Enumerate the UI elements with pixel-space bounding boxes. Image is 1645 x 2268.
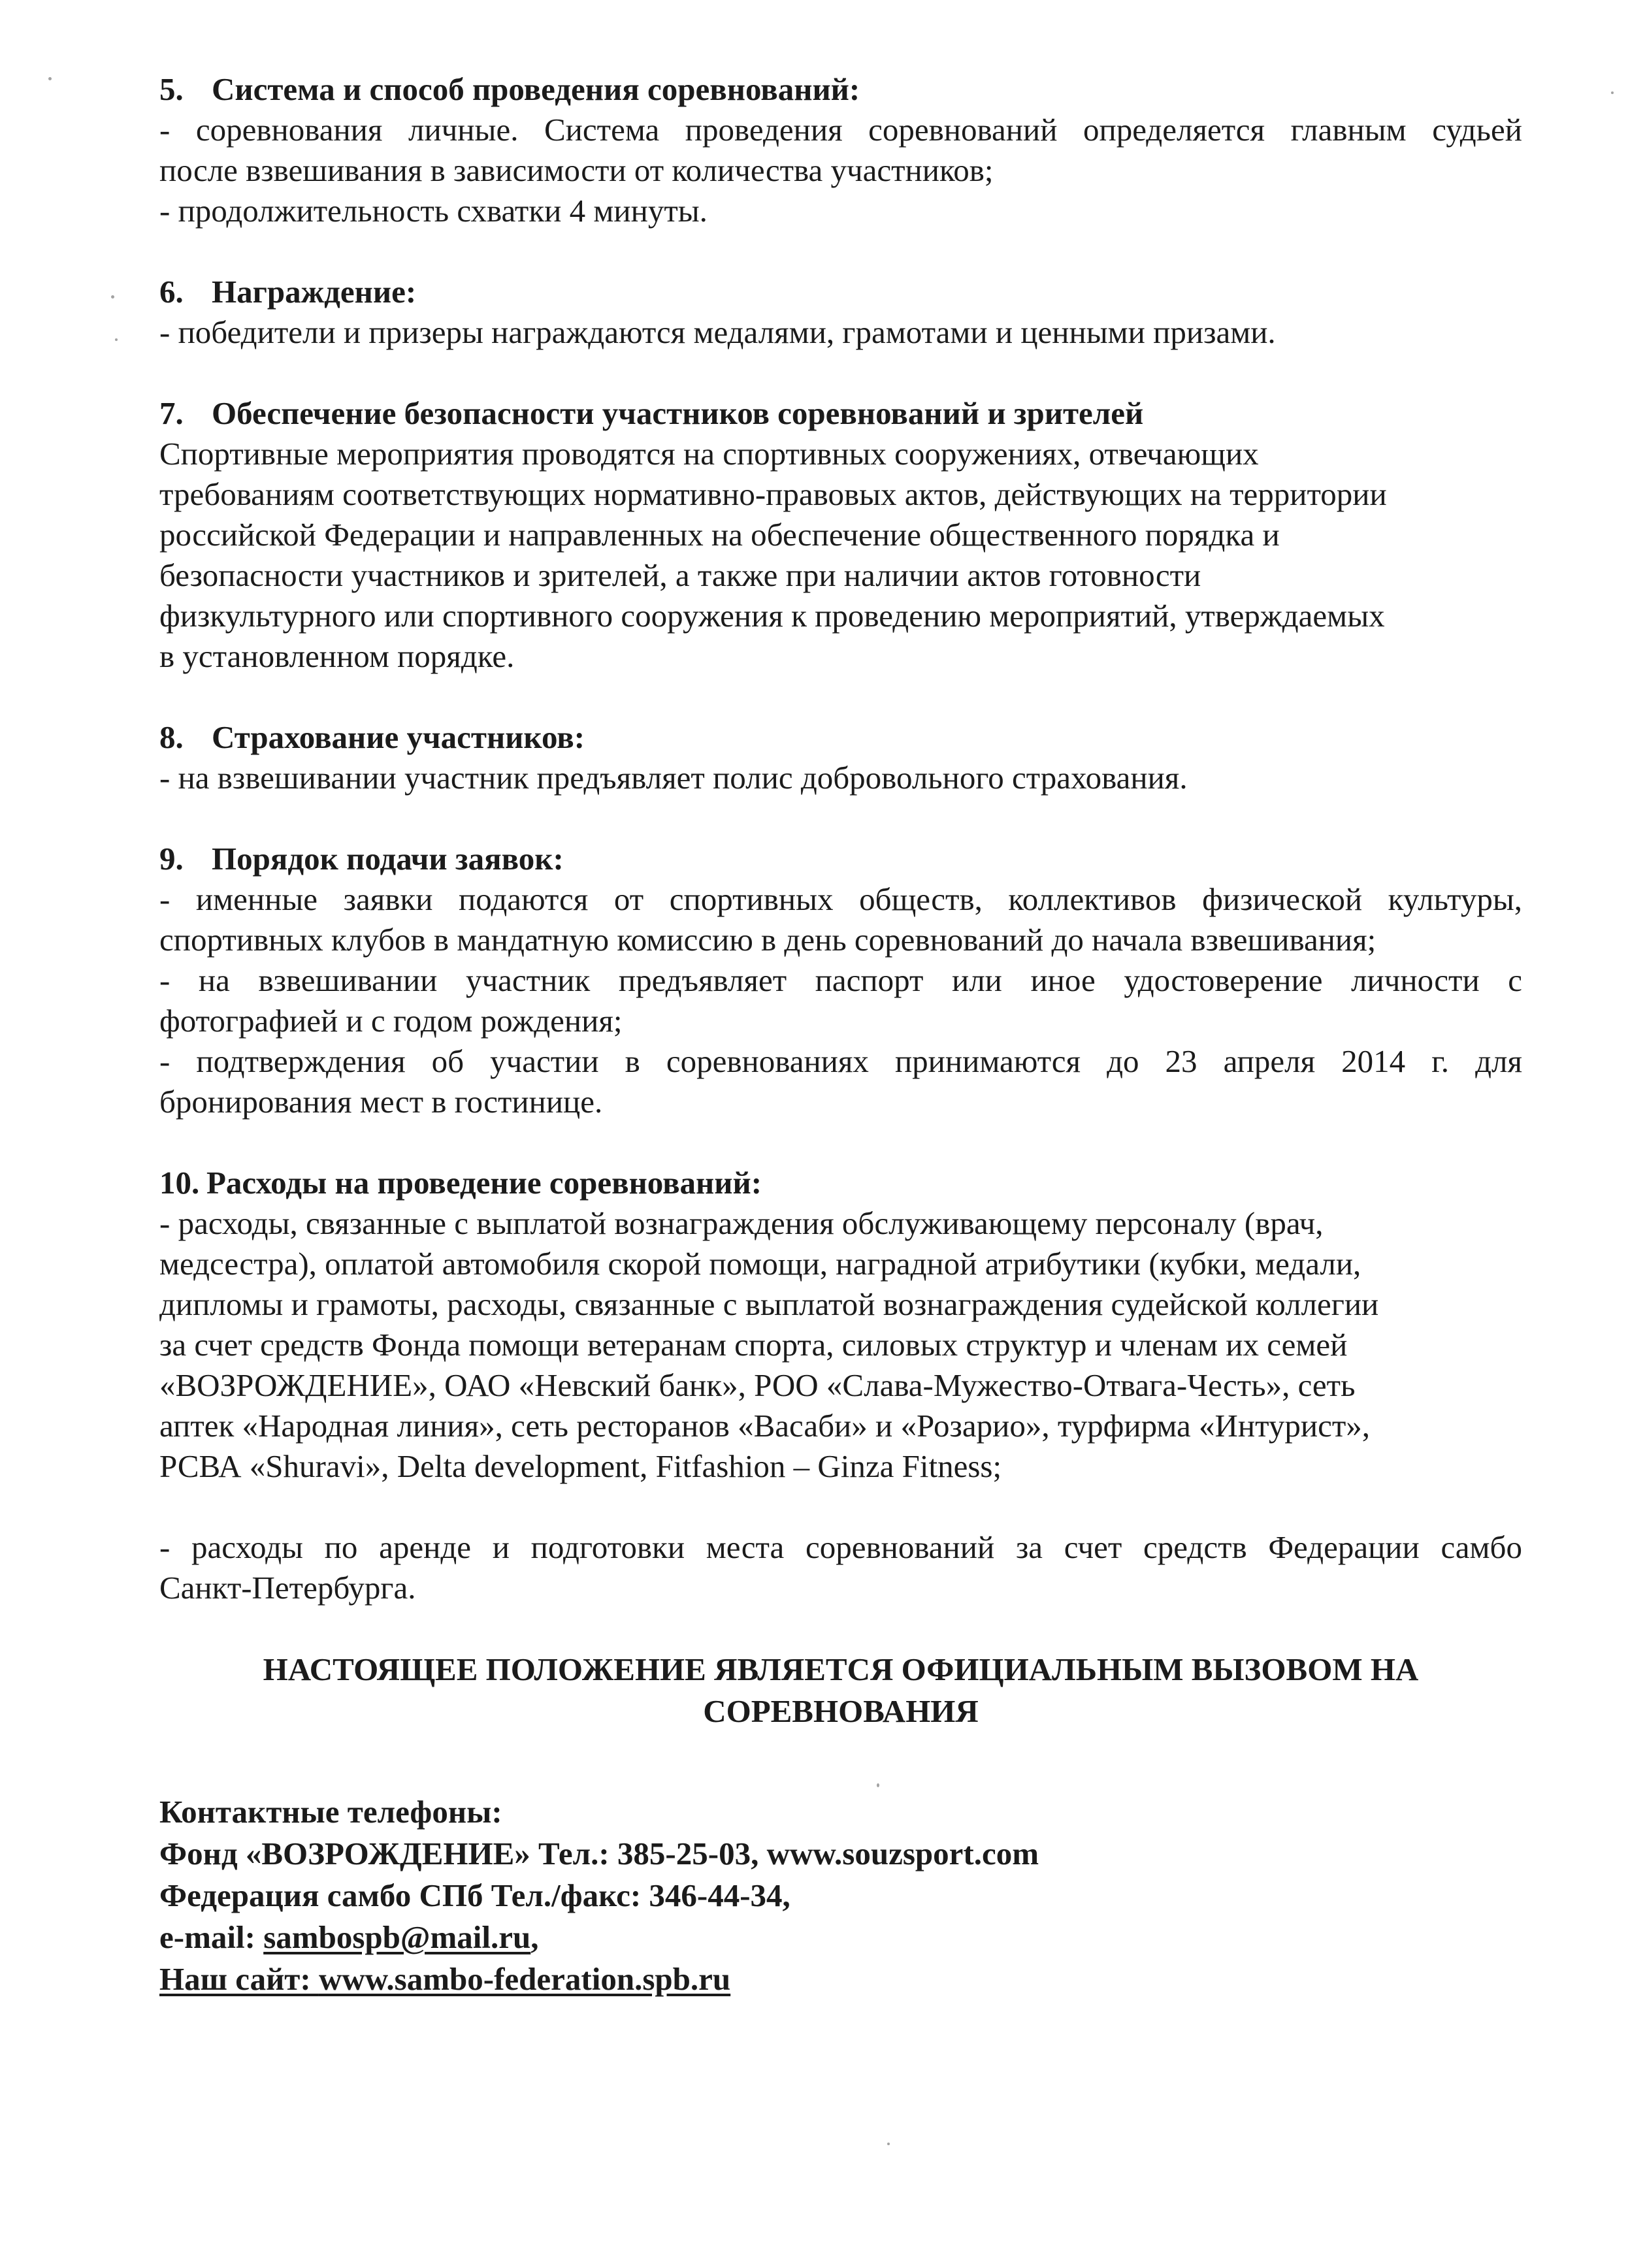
section-line: - подтверждения об участии в соревнованиях принимаются до 23 апреля 2014 г. для xyxy=(159,1043,1522,1079)
section-line: в установленном порядке. xyxy=(159,638,515,674)
site-line xyxy=(159,1958,730,2000)
section-title: Расходы на проведение соревнований: xyxy=(206,1165,762,1201)
section-8 xyxy=(159,717,1522,798)
section-line: дипломы и грамоты, расходы, связанные с выплатой вознаграждения судейской коллегии xyxy=(159,1286,1379,1322)
section-number: 10. xyxy=(159,1165,200,1201)
section-line: российской Федерации и направленных на обеспечение общественного порядка и xyxy=(159,517,1280,553)
section-title: Страхование участников: xyxy=(212,719,585,755)
scan-speck xyxy=(111,295,114,299)
section-10 xyxy=(159,1163,1522,1608)
section-heading xyxy=(159,393,1522,434)
section-heading xyxy=(159,272,1522,312)
fund-contact: Фонд «ВОЗРОЖДЕНИЕ» Тел.: 385-25-03, www.souzsport.com xyxy=(159,1836,1039,1871)
section-line: - на взвешивании участник предъявляет паспорт или иное удостоверение личности с xyxy=(159,962,1522,998)
section-heading xyxy=(159,1163,1522,1203)
section-line: - расходы, связанные с выплатой вознаграждения обслуживающему персоналу (врач, xyxy=(159,1205,1324,1241)
section-title: Система и способ проведения соревнований: xyxy=(212,71,860,107)
section-line: медсестра), оплатой автомобиля скорой помощи, наградной атрибутики (кубки, медали, xyxy=(159,1246,1361,1282)
blank-line xyxy=(159,1487,1522,1527)
scan-speck xyxy=(887,2143,890,2145)
section-number: 9. xyxy=(159,841,184,877)
section-number: 7. xyxy=(159,395,184,431)
section-line: - соревнования личные. Система проведения соревнований определяется главным судьей xyxy=(159,112,1522,148)
section-line: фотографией и с годом рождения; xyxy=(159,1003,623,1039)
section-line: РСВА «Shuravi», Delta development, Fitfashion – Ginza Fitness; xyxy=(159,1448,1002,1484)
section-6 xyxy=(159,272,1522,353)
email-line xyxy=(159,1917,1522,1958)
section-line: физкультурного или спортивного сооружения к проведению мероприятий, утверждаемых xyxy=(159,598,1385,634)
section-line: - победители и призеры награждаются медалями, грамотами и ценными призами. xyxy=(159,314,1276,350)
section-line: после взвешивания в зависимости от количества участников; xyxy=(159,152,994,188)
email-link[interactable]: sambospb@mail.ru xyxy=(263,1919,531,1955)
notice-line: СОРЕВНОВАНИЯ xyxy=(703,1693,979,1729)
section-5 xyxy=(159,69,1522,231)
scan-speck xyxy=(877,1783,879,1787)
section-title: Обеспечение безопасности участников соревнований и зрителей xyxy=(212,395,1144,431)
section-line: «ВОЗРОЖДЕНИЕ», ОАО «Невский банк», РОО «Слава-Мужество-Отвага-Честь», сеть xyxy=(159,1367,1356,1403)
section-title: Порядок подачи заявок: xyxy=(212,841,564,877)
scan-speck xyxy=(48,77,52,80)
section-number: 8. xyxy=(159,719,184,755)
section-line: - расходы по аренде и подготовки места соревнований за счет средств Федерации самбо xyxy=(159,1529,1522,1565)
notice-line: НАСТОЯЩЕЕ ПОЛОЖЕНИЕ ЯВЛЯЕТСЯ ОФИЦИАЛЬНЫМ ВЫЗОВОМ НА xyxy=(263,1651,1419,1687)
section-line: Спортивные мероприятия проводятся на спортивных сооружениях, отвечающих xyxy=(159,436,1259,472)
section-line: аптек «Народная линия», сеть ресторанов «Васаби» и «Розарио», турфирма «Интурист», xyxy=(159,1408,1371,1444)
section-line: безопасности участников и зрителей, а также при наличии актов готовности xyxy=(159,557,1201,593)
federation-contact: Федерация самбо СПб Тел./факс: 346-44-34, xyxy=(159,1877,790,1913)
email-suffix: , xyxy=(530,1919,539,1955)
scan-speck xyxy=(115,338,118,341)
section-line: бронирования мест в гостинице. xyxy=(159,1084,603,1120)
section-heading xyxy=(159,839,1522,879)
contacts-block xyxy=(159,1791,1522,2000)
section-7 xyxy=(159,393,1522,677)
section-line: за счет средств Фонда помощи ветеранам спорта, силовых структур и членам их семей xyxy=(159,1327,1348,1363)
section-heading xyxy=(159,717,1522,758)
section-line: спортивных клубов в мандатную комиссию в день соревнований до начала взвешивания; xyxy=(159,922,1376,958)
scan-speck xyxy=(1611,91,1614,94)
section-number: 6. xyxy=(159,274,184,310)
section-line: Санкт-Петербурга. xyxy=(159,1570,416,1606)
site-label: Наш сайт: xyxy=(159,1961,319,1997)
section-9 xyxy=(159,839,1522,1122)
section-line: - на взвешивании участник предъявляет полис добровольного страхования. xyxy=(159,760,1188,796)
section-line: - именные заявки подаются от спортивных обществ, коллективов физической культуры, xyxy=(159,881,1522,917)
section-line: требованиям соответствующих нормативно-правовых актов, действующих на территории xyxy=(159,476,1387,512)
site-link[interactable]: www.sambo-federation.spb.ru xyxy=(318,1961,731,1997)
section-number: 5. xyxy=(159,71,184,107)
section-heading xyxy=(159,69,1522,110)
official-notice xyxy=(159,1649,1522,1732)
section-title: Награждение: xyxy=(212,274,417,310)
section-line: - продолжительность схватки 4 минуты. xyxy=(159,193,708,229)
email-label: e-mail: xyxy=(159,1919,264,1955)
document-page xyxy=(159,69,1522,2000)
contacts-heading: Контактные телефоны: xyxy=(159,1794,502,1830)
